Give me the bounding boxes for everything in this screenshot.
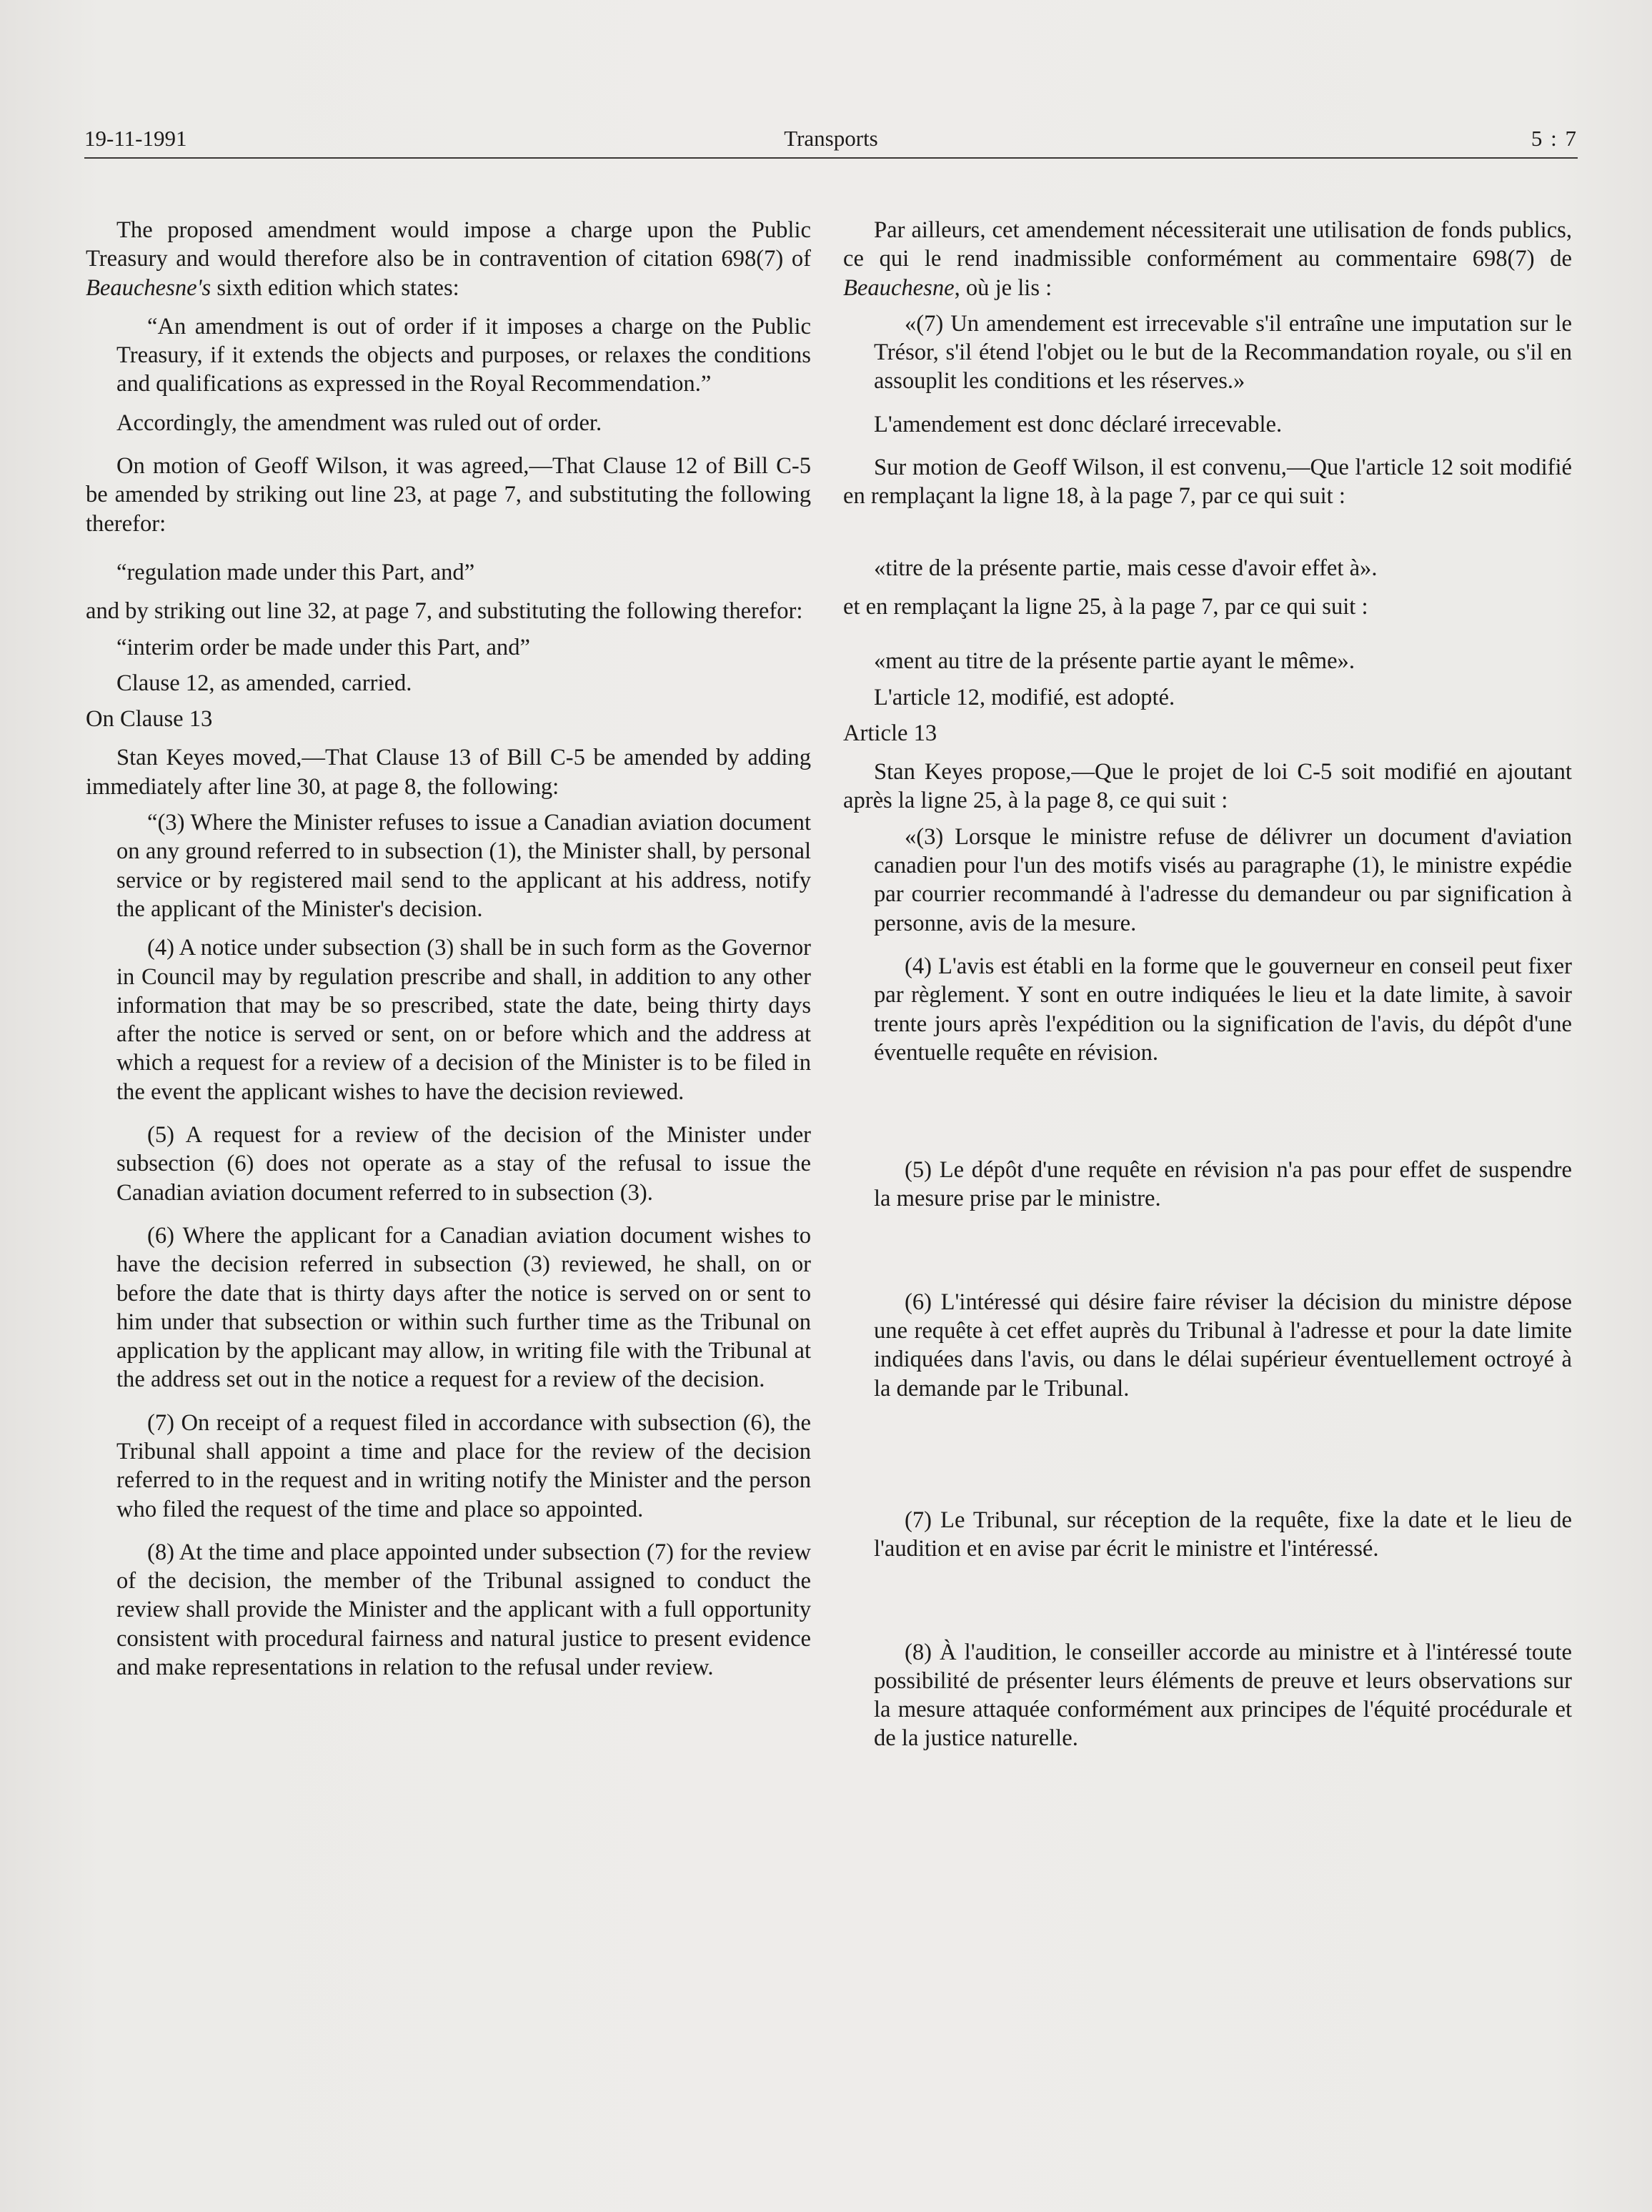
paragraph-charge: The proposed amendment would impose a charge upon the Public Treasury and would therefore also be in contravention of citation 698(7) of Beauchesne's sixth edition which states:: [86, 217, 811, 301]
citation-commentaire: «(7) Un amendement est irrecevable s'il entraîne une imputation sur le Trésor, s'il étend l'objet ou le but de la Recommandation royale, ou s'il en assouplit les conditions et les réserves.»: [874, 310, 1572, 395]
paragraph-line-32: and by striking out line 32, at page 7, and substituting the following therefor:: [86, 598, 803, 625]
subsection-4: (4) A notice under subsection (3) shall be in such form as the Governor in Council may by regulation prescribe and shall, in addition to any other information that may be so prescribed, state the date, being thirty days after the notice is served or sent, on or before which and the address at which a request for a review of a decision of the Minister is to be filed in the event the applicant wishes to have the decision reviewed.: [116, 935, 811, 1105]
header-rule: [84, 157, 1578, 159]
citation-amendement-1: «titre de la présente partie, mais cesse d'avoir effet à».: [874, 555, 1378, 581]
paragraphe-article-12-adopte: L'article 12, modifié, est adopté.: [874, 684, 1175, 710]
citation-amendement-2: «ment au titre de la présente partie ayant le même».: [874, 648, 1355, 675]
subsection-8: (8) At the time and place appointed under subsection (7) for the review of the decision, the member of the Tribunal assigned to conduct the review shall provide the Minister and the applicant with a full opportunity consistent with procedural fairness and natural justice to present evidence and make representations in relation to the refusal under review.: [116, 1539, 811, 1681]
english-column: [86, 216, 811, 1682]
paragraphe-3: «(3) Lorsque le ministre refuse de délivrer un document d'aviation canadien pour l'un des motifs visés au paragraphe (1), le ministre expédie par courrier recommandé à l'adresse du demandeur ou par signification à personne, avis de la mesure.: [874, 823, 1572, 936]
paragraph-ruling: Accordingly, the amendment was ruled out of order.: [116, 410, 602, 436]
paragraphe-fonds-publics: Par ailleurs, cet amendement nécessiterait une utilisation de fonds publics, ce qui le rend inadmissible conformément au commentaire 698(7) de Beauchesne, où je lis :: [843, 217, 1572, 301]
paragraphe-ligne-25: et en remplaçant la ligne 25, à la page 7, par ce qui suit :: [843, 593, 1368, 620]
subsection-6: (6) Where the applicant for a Canadian aviation document wishes to have the decision referred in subsection (3) reviewed, he shall, on or before the date that is thirty days after the notice is served on or sent to him under that subsection or within such further time as the Tribunal on application by the applicant may allow, in writing file with the Tribunal at the address set out in the notice a request for a review of the decision.: [116, 1222, 811, 1393]
header-title: Transports: [784, 126, 878, 151]
paragraphe-8: (8) À l'audition, le conseiller accorde au ministre et à l'intéressé toute possibilité de présenter leurs éléments de preuve et leurs observations sur la mesure attaquée conformément aux principes de l'équité procédurale et de la justice naturelle.: [874, 1639, 1572, 1752]
french-column: [843, 216, 1572, 1753]
paragraphe-5: (5) Le dépôt d'une requête en révision n'a pas pour effet de suspendre la mesure prise par le ministre.: [874, 1157, 1572, 1212]
header-page-ref: 5 : 7: [1531, 126, 1578, 151]
paragraph-keyes-motion: Stan Keyes moved,—That Clause 13 of Bill C-5 be amended by adding immediately after line 30, at page 8, the following:: [86, 745, 811, 800]
paragraph-clause-12-carried: Clause 12, as amended, carried.: [116, 670, 412, 696]
header-date: 19-11-1991: [84, 126, 187, 151]
paragraphe-4: (4) L'avis est établi en la forme que le gouverneur en conseil peut fixer par règlement. Y sont en outre indiquées le lieu et la date limite, à savoir trente jours après l'expédition ou la signification de l'avis, du dépôt d'une éventuelle requête en révision.: [874, 953, 1572, 1066]
paragraphe-7: (7) Le Tribunal, sur réception de la requête, fixe la date et le lieu de l'audition et en avise par écrit le ministre et l'intéressé.: [874, 1507, 1572, 1562]
paragraphe-irrecevable: L'amendement est donc déclaré irrecevable.: [874, 411, 1283, 437]
subsection-7: (7) On receipt of a request filed in accordance with subsection (6), the Tribunal shall appoint a time and place for the review of the decision referred to in the request and in writing notify the Minister and the person who filed the request of the time and place so appointed.: [116, 1409, 811, 1522]
paragraphe-motion-article-12: Sur motion de Geoff Wilson, il est convenu,—Que l'article 12 soit modifié en remplaçant la ligne 18, à la page 7, par ce qui suit :: [843, 455, 1572, 510]
heading-clause-13: On Clause 13: [86, 706, 213, 733]
quote-amendment-2: “interim order be made under this Part, and”: [116, 634, 530, 660]
page-header: [84, 126, 1578, 157]
quote-amendment-1: “regulation made under this Part, and”: [116, 559, 475, 585]
subsection-3: “(3) Where the Minister refuses to issue a Canadian aviation document on any ground referred to in subsection (1), the Minister shall, by personal service or by registered mail send to the applicant at his address, notify the applicant of the Minister's decision.: [116, 810, 811, 922]
quote-citation: “An amendment is out of order if it imposes a charge on the Public Treasury, if it extends the objects and purposes, or relaxes the conditions and qualifications as expressed in the Royal Recommendation.”: [116, 313, 811, 397]
titre-article-13: Article 13: [843, 720, 937, 746]
paragraphe-keyes-propose: Stan Keyes propose,—Que le projet de loi C-5 soit modifié en ajoutant après la ligne 25, à la page 8, ce qui suit :: [843, 759, 1572, 814]
paragraphe-6: (6) L'intéressé qui désire faire réviser la décision du ministre dépose une requête à cet effet auprès du Tribunal à l'adresse et pour la date limite indiquées dans l'avis, ou dans le délai supérieur éventuellement octroyé à la demande par le Tribunal.: [874, 1289, 1572, 1402]
paragraph-motion-clause-12: On motion of Geoff Wilson, it was agreed,—That Clause 12 of Bill C-5 be amended by striking out line 23, at page 7, and substituting the following therefor:: [86, 453, 811, 537]
subsection-5: (5) A request for a review of the decision of the Minister under subsection (6) does not operate as a stay of the refusal to issue the Canadian aviation document referred to in subsection (3).: [116, 1122, 811, 1206]
